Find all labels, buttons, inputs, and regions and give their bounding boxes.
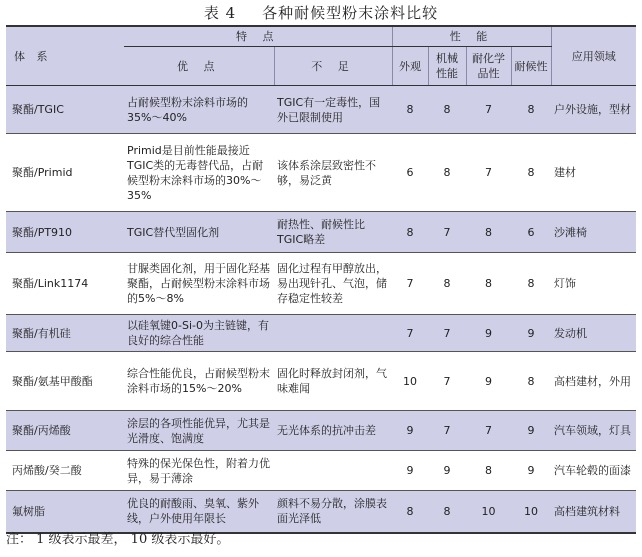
cell-advantages: 甘脲类固化剂，用于固化羟基聚酯，占耐候型粉末涂料市场的5%～8%	[124, 253, 274, 315]
header-system: 体 系	[6, 26, 124, 86]
header-disadvantages: 不 足	[274, 47, 392, 86]
cell-system: 氟树脂	[6, 491, 124, 533]
cell-mechanical: 8	[428, 491, 466, 533]
cell-disadvantages: 无光体系的抗冲击差	[274, 411, 392, 451]
table-row	[6, 86, 636, 134]
cell-disadvantages: 颜料不易分散，涂膜表面光泽低	[274, 491, 392, 533]
cell-chemical: 8	[466, 253, 511, 315]
cell-system: 聚酯/Link1174	[6, 253, 124, 315]
cell-chemical: 9	[466, 352, 511, 411]
cell-disadvantages: 耐热性、耐候性比TGIC略差	[274, 212, 392, 253]
footnote: 注： 1 级表示最差， 10 级表示最好。	[6, 532, 230, 547]
cell-disadvantages	[274, 315, 392, 352]
cell-mechanical: 7	[428, 212, 466, 253]
cell-mechanical: 9	[428, 451, 466, 491]
table-number: 表 4	[203, 4, 237, 22]
header-mechanical: 机械性能	[428, 47, 466, 86]
cell-weather: 8	[511, 253, 551, 315]
cell-weather: 9	[511, 411, 551, 451]
cell-mechanical: 8	[428, 86, 466, 134]
cell-disadvantages: 固化时释放封闭剂，气味难闻	[274, 352, 392, 411]
header-application: 应用领域	[551, 26, 636, 86]
header-features: 特 点	[124, 26, 392, 47]
cell-chemical: 7	[466, 411, 511, 451]
cell-chemical: 7	[466, 86, 511, 134]
cell-mechanical: 7	[428, 411, 466, 451]
cell-application: 高档建材，外用	[551, 352, 636, 411]
cell-weather: 8	[511, 134, 551, 212]
cell-chemical: 10	[466, 491, 511, 533]
table-row	[6, 315, 636, 352]
cell-chemical: 8	[466, 212, 511, 253]
cell-system: 聚酯/丙烯酸	[6, 411, 124, 451]
header-performance: 性 能	[392, 26, 551, 47]
cell-chemical: 9	[466, 315, 511, 352]
table-caption: 各种耐候型粉末涂料比较	[262, 4, 439, 22]
table-header	[6, 26, 636, 86]
cell-advantages: TGIC替代型固化剂	[124, 212, 274, 253]
cell-weather: 6	[511, 212, 551, 253]
table-row	[6, 352, 636, 411]
table-body	[6, 86, 636, 533]
cell-disadvantages: 该体系涂层致密性不够，易泛黄	[274, 134, 392, 212]
cell-weather: 8	[511, 352, 551, 411]
cell-system: 丙烯酸/癸二酸	[6, 451, 124, 491]
cell-appearance: 9	[392, 411, 428, 451]
cell-appearance: 7	[392, 315, 428, 352]
table-row	[6, 253, 636, 315]
cell-application: 高档建筑材料	[551, 491, 636, 533]
cell-mechanical: 8	[428, 253, 466, 315]
table-title	[0, 2, 642, 24]
cell-application: 汽车领域，灯具	[551, 411, 636, 451]
cell-weather: 9	[511, 315, 551, 352]
cell-mechanical: 8	[428, 134, 466, 212]
table-row	[6, 411, 636, 451]
cell-advantages: 综合性能优良，占耐候型粉末涂料市场的15%～20%	[124, 352, 274, 411]
cell-appearance: 8	[392, 491, 428, 533]
cell-advantages: 优良的耐酸雨、臭氧、紫外线，户外使用年限长	[124, 491, 274, 533]
cell-weather: 10	[511, 491, 551, 533]
cell-system: 聚酯/氨基甲酸酯	[6, 352, 124, 411]
header-appearance: 外观	[392, 47, 428, 86]
cell-application: 汽车轮毂的面漆	[551, 451, 636, 491]
cell-application: 沙滩椅	[551, 212, 636, 253]
cell-chemical: 7	[466, 134, 511, 212]
cell-mechanical: 7	[428, 352, 466, 411]
cell-application: 建材	[551, 134, 636, 212]
cell-system: 聚酯/Primid	[6, 134, 124, 212]
header-advantages: 优 点	[124, 47, 274, 86]
comparison-table	[6, 25, 636, 534]
cell-appearance: 6	[392, 134, 428, 212]
cell-weather: 8	[511, 86, 551, 134]
table-row	[6, 451, 636, 491]
table-row	[6, 134, 636, 212]
cell-appearance: 9	[392, 451, 428, 491]
cell-application: 灯饰	[551, 253, 636, 315]
cell-advantages: Primid是目前性能最接近TGIC类的无毒替代品，占耐候型粉末涂料市场的30%～35%	[124, 134, 274, 212]
cell-mechanical: 7	[428, 315, 466, 352]
cell-system: 聚酯/TGIC	[6, 86, 124, 134]
header-weather: 耐候性	[511, 47, 551, 86]
cell-system: 聚酯/PT910	[6, 212, 124, 253]
cell-application: 户外设施，型材	[551, 86, 636, 134]
cell-application: 发动机	[551, 315, 636, 352]
cell-appearance: 8	[392, 86, 428, 134]
table-row	[6, 212, 636, 253]
cell-advantages: 涂层的各项性能优异，尤其是光滑度、饱满度	[124, 411, 274, 451]
cell-appearance: 8	[392, 212, 428, 253]
cell-weather: 9	[511, 451, 551, 491]
cell-advantages: 以硅氧键0-Si-0为主链键，有良好的综合性能	[124, 315, 274, 352]
header-chemical: 耐化学品性	[466, 47, 511, 86]
cell-advantages: 特殊的保光保色性，附着力优异，易于薄涂	[124, 451, 274, 491]
cell-disadvantages: TGIC有一定毒性，国外已限制使用	[274, 86, 392, 134]
cell-disadvantages: 固化过程有甲醇放出，易出现针孔、气泡，储存稳定性较差	[274, 253, 392, 315]
cell-chemical: 8	[466, 451, 511, 491]
table-row	[6, 491, 636, 533]
cell-system: 聚酯/有机硅	[6, 315, 124, 352]
cell-disadvantages	[274, 451, 392, 491]
cell-advantages: 占耐候型粉末涂料市场的35%～40%	[124, 86, 274, 134]
cell-appearance: 10	[392, 352, 428, 411]
cell-appearance: 7	[392, 253, 428, 315]
